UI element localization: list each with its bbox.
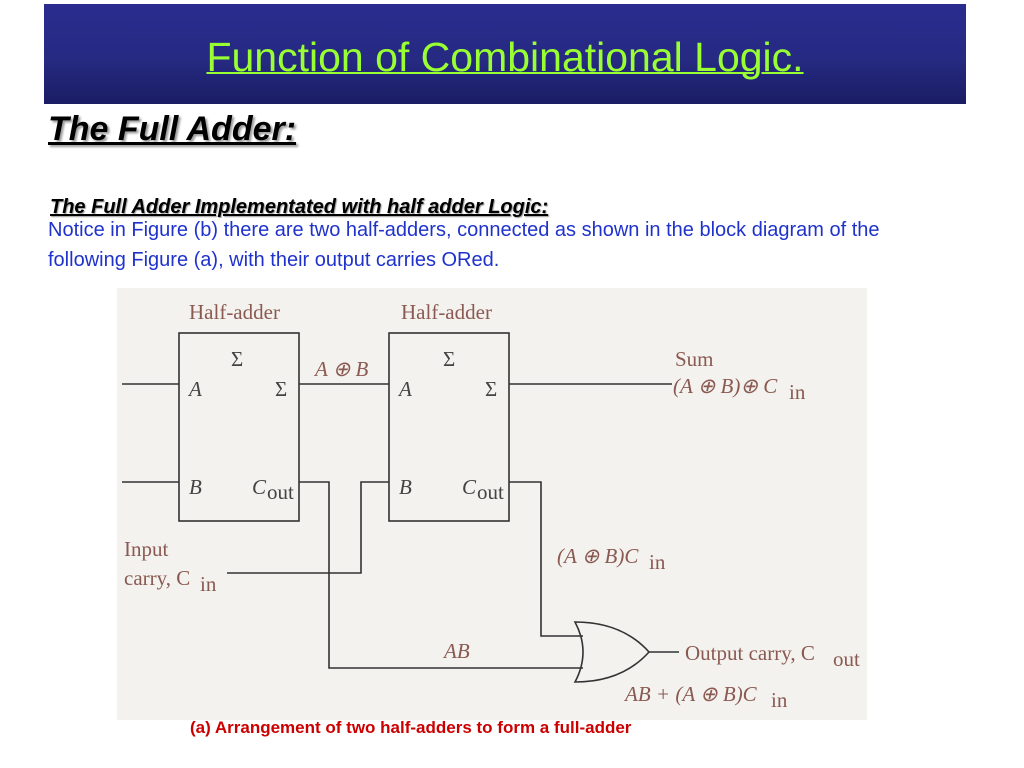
page-title: Function of Combinational Logic. (206, 34, 804, 80)
sum-label: Sum (675, 347, 714, 371)
full-adder-diagram-svg (117, 288, 867, 720)
input-carry-sub: in (200, 572, 217, 596)
half-adder-2-out-carry-sub: out (477, 480, 504, 504)
sub-heading: The Full Adder Implementated with half adder Logic: (50, 196, 549, 218)
input-carry-label-2: carry, C (124, 566, 191, 590)
half-adder-1-in-b: B (189, 475, 202, 499)
half-adder-1-out-carry: C (252, 475, 267, 499)
output-expression-sub: in (771, 688, 788, 712)
ab-label: AB (444, 639, 470, 663)
figure-caption: (a) Arrangement of two half-adders to form a full-adder (190, 718, 632, 737)
half-adder-2-title: Half-adder (401, 300, 492, 324)
a-xor-b-label: A ⊕ B (315, 357, 369, 381)
half-adder-2-in-a: A (399, 377, 412, 401)
sum-expression-sub: in (789, 380, 806, 404)
sum-expression: (A ⊕ B)⊕ C (673, 374, 778, 398)
half-adder-2-in-b: B (399, 475, 412, 499)
section-heading: The Full Adder: (48, 110, 297, 148)
half-adder-1-symbol: Σ (231, 347, 244, 371)
title-bar (44, 4, 966, 104)
half-adder-1-in-a: A (189, 377, 202, 401)
body-paragraph: Notice in Figure (b) there are two half-adders, connected as shown in the block diagram of the following Figure (a), with their output carries ORed. (48, 219, 880, 271)
output-carry-label: Output carry, C (685, 641, 815, 665)
half-adder-2-out-sum: Σ (485, 377, 498, 401)
ha2-carry-expression-sub: in (649, 550, 666, 574)
half-adder-2-symbol: Σ (443, 347, 456, 371)
half-adder-1-out-sum: Σ (275, 377, 288, 401)
half-adder-1-out-carry-sub: out (267, 480, 294, 504)
input-carry-label-1: Input (124, 537, 169, 561)
output-carry-sub: out (833, 647, 860, 671)
half-adder-1-title: Half-adder (189, 300, 280, 324)
output-expression: AB + (A ⊕ B)C (625, 682, 757, 706)
ha2-carry-expression: (A ⊕ B)C (557, 544, 639, 568)
or-gate (575, 622, 649, 682)
full-adder-diagram (117, 288, 867, 720)
half-adder-2-out-carry: C (462, 475, 477, 499)
